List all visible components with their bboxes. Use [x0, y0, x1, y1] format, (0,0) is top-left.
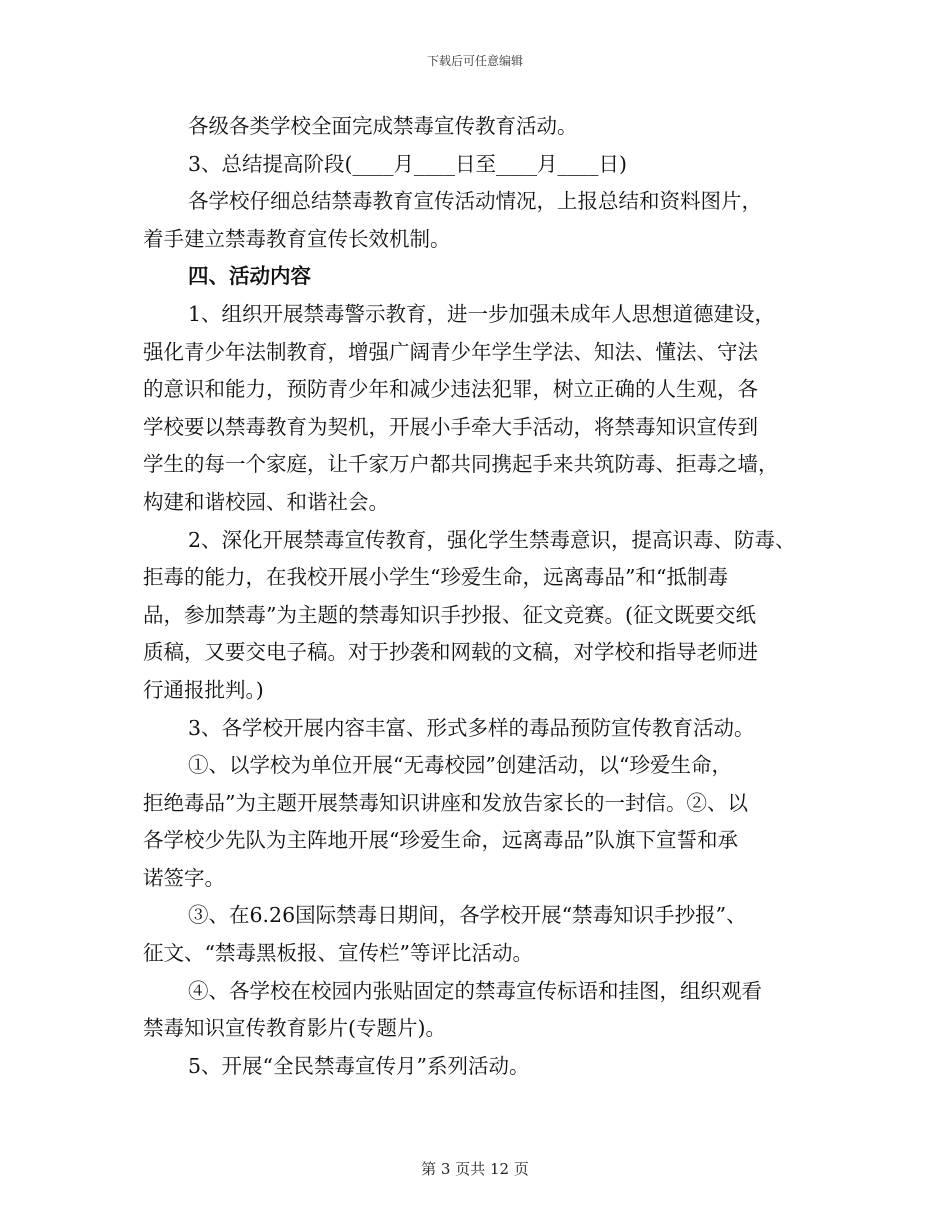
paragraph-line: 着手建立禁毒教育宣传长效机制。	[143, 226, 451, 251]
paragraph-line: ④、各学校在校园内张贴固定的禁毒宣传标语和挂图，组织观看	[188, 978, 762, 1003]
paragraph-line: 拒毒的能力，在我校开展小学生“珍爱生命，远离毒品”和“抵制毒	[143, 565, 728, 590]
paragraph-line: ①、以学校为单位开展“无毒校园”创建活动，以“珍爱生命，	[188, 753, 732, 778]
paragraph-line: 质稿，又要交电子稿。对于抄袭和网载的文稿，对学校和指导老师进	[143, 640, 758, 665]
paragraph-line: 构建和谐校园、和谐社会。	[143, 489, 389, 514]
paragraph-line: 5、开展“全民禁毒宣传月”系列活动。	[188, 1053, 530, 1078]
paragraph-line: 2、深化开展禁毒宣传教育，强化学生禁毒意识，提高识毒、防毒、	[188, 527, 796, 552]
paragraph-line: 3、各学校开展内容丰富、形式多样的毒品预防宣传教育活动。	[188, 715, 755, 740]
paragraph-line: 各学校少先队为主阵地开展“珍爱生命，远离毒品”队旗下宣誓和承	[143, 828, 738, 853]
paragraph-line: 禁毒知识宣传教育影片(专题片)。	[143, 1016, 446, 1041]
paragraph-line: 诺签字。	[143, 865, 225, 890]
paragraph-line: 各学校仔细总结禁毒教育宣传活动情况，上报总结和资料图片，	[188, 189, 762, 214]
paragraph-line: 1、组织开展禁毒警示教育，进一步加强未成年人思想道德建设，	[188, 301, 776, 326]
page-header: 下载后可任意编辑	[426, 54, 523, 68]
page-footer: 第 3 页共 12 页	[421, 1160, 529, 1178]
paragraph-line: 的意识和能力，预防青少年和减少违法犯罪，树立正确的人生观，各	[143, 377, 758, 402]
paragraph-line: 学生的每一个家庭，让千家万户都共同携起手来共筑防毒、拒毒之墙，	[143, 452, 779, 477]
section-heading: 3、总结提高阶段(____月____日至____月____日)	[188, 151, 628, 176]
paragraph-line: 征文、“禁毒黑板报、宣传栏”等评比活动。	[143, 941, 533, 966]
paragraph-line: 拒绝毒品”为主题开展禁毒知识讲座和发放告家长的一封信。②、以	[143, 790, 748, 815]
paragraph-line: 各级各类学校全面完成禁毒宣传教育活动。	[188, 114, 578, 138]
paragraph-line: 强化青少年法制教育，增强广阔青少年学生学法、知法、懂法、守法	[143, 339, 758, 364]
paragraph-line: 行通报批判。)	[143, 677, 264, 702]
document-body	[143, 108, 833, 1085]
paragraph-line: ③、在6.26国际禁毒日期间，各学校开展“禁毒知识手抄报”、	[188, 903, 747, 928]
paragraph-line: 学校要以禁毒教育为契机，开展小手牵大手活动，将禁毒知识宣传到	[143, 414, 758, 439]
paragraph-line: 品，参加禁毒”为主题的禁毒知识手抄报、征文竞赛。(征文既要交纸	[143, 602, 756, 627]
section-heading: 四、活动内容	[188, 264, 311, 289]
